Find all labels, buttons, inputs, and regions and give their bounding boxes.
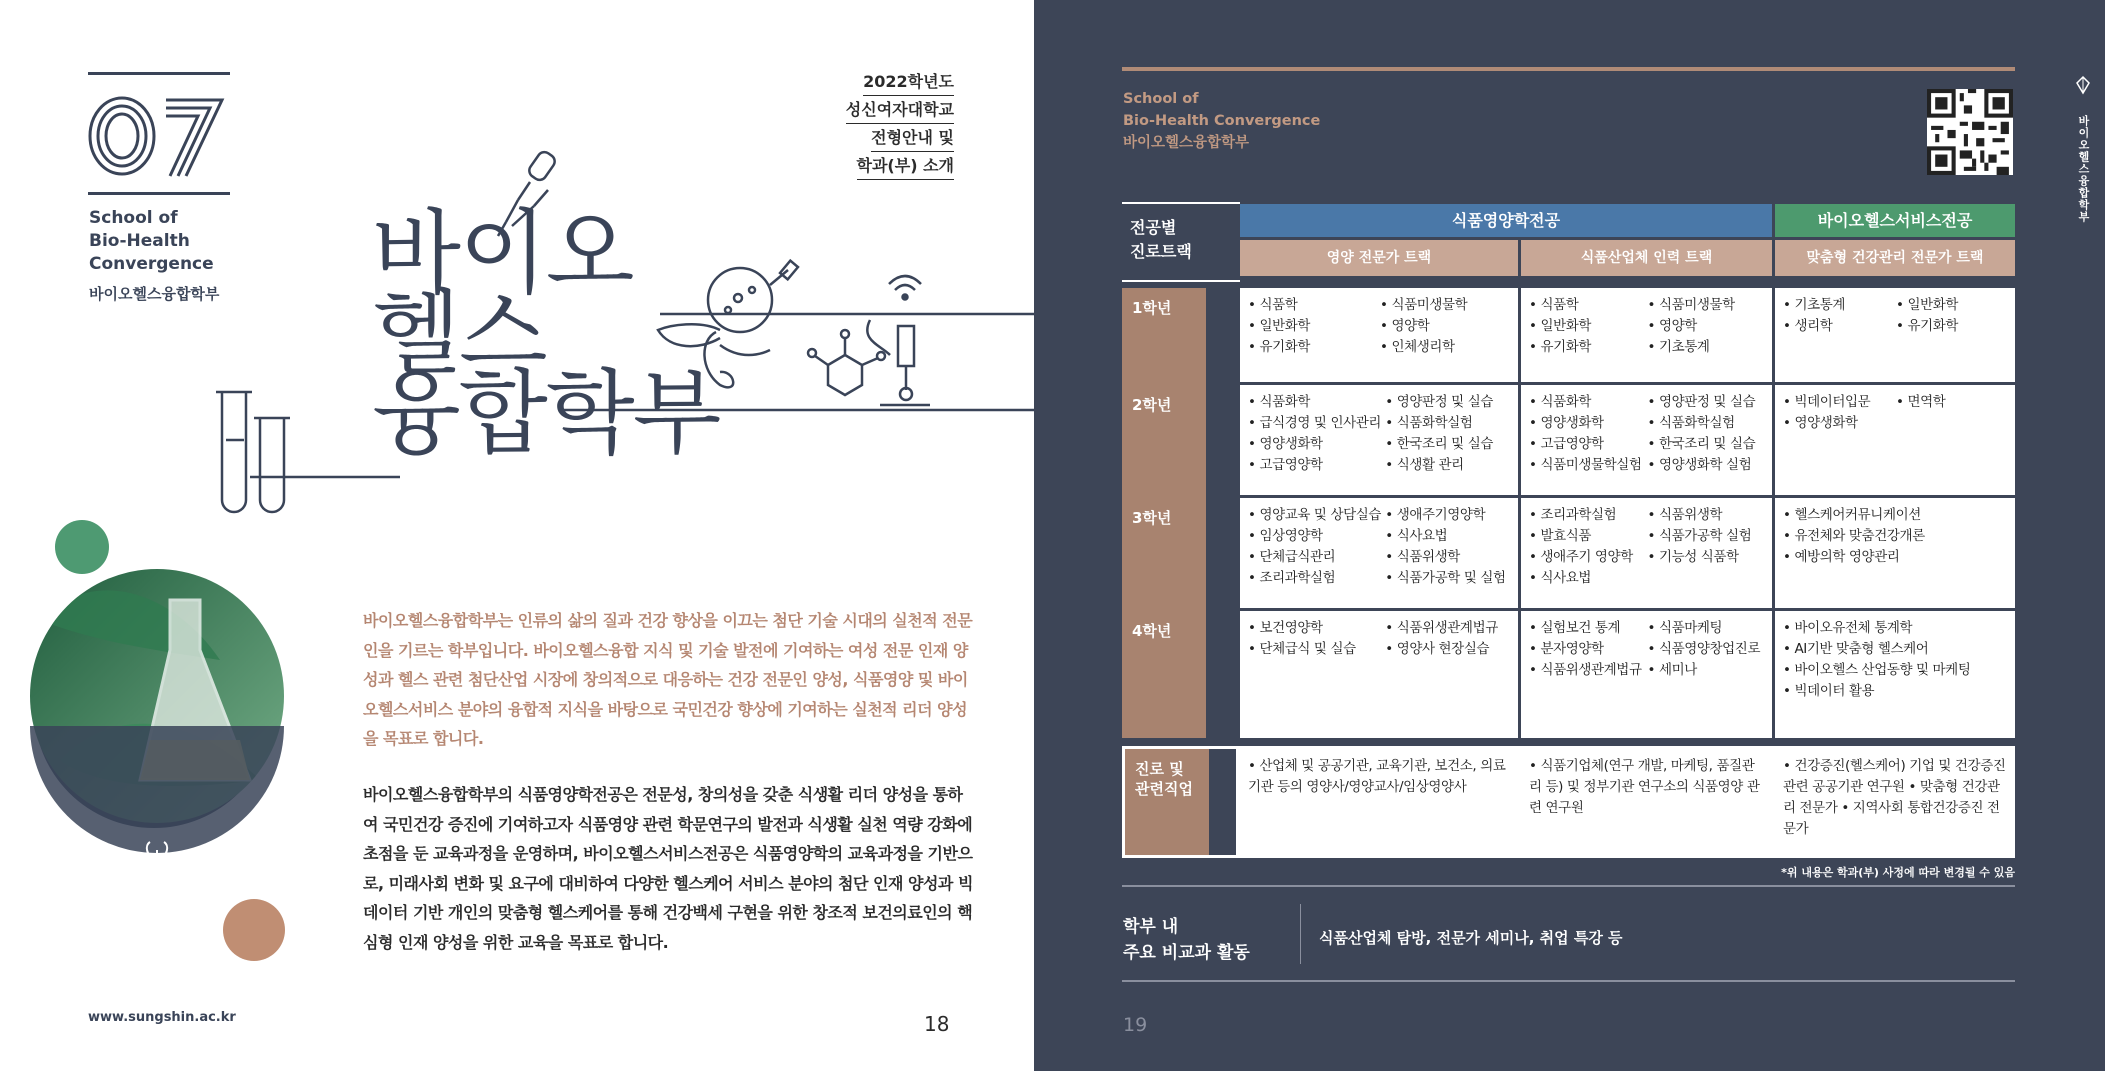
course: • 영양사 현장실습 [1385,641,1490,657]
cell-y4-t2 [1521,611,1772,738]
school-name-en-text: School of Bio-Health Convergence [1123,91,1321,129]
course: • 고급영양학 [1529,436,1604,452]
molecule-icon [808,330,885,395]
cell-y4-t1 [1240,611,1518,738]
course: • 식품위생학 [1647,507,1723,523]
website-url[interactable]: www.sungshin.ac.kr [88,1010,236,1025]
course: • 영양생화학 [1248,436,1323,452]
cell-y2-t1 [1240,385,1518,495]
school-name-en [1123,88,1320,154]
career-cell-t1: • 산업체 및 공공기관, 교육기관, 보건소, 의료기관 등의 영양사/영양교사/임상영양사 [1240,749,1518,855]
career-cell-t2: • 식품기업체(연구 개발, 마케팅, 품질관리 등) 및 정부기관 연구소의 식품영양 관련 연구원 [1521,749,1772,855]
big-title-line: 헬스 [372,280,546,387]
course: • 면역학 [1896,394,1946,410]
table-note: *위 내용은 학과(부) 사정에 따라 변경될 수 있음 [1781,866,2015,879]
chapter-number-graphic [86,88,226,184]
course: • 식품위생관계법규 [1385,620,1498,636]
green-dot [55,520,109,574]
course: • 빅데이터입문 [1783,394,1871,410]
course: • 생리학 [1783,318,1833,334]
course: • 일반화학 [1529,318,1592,334]
course: • 영양판정 및 실습 [1647,394,1756,410]
big-title-line: 융합학부 [372,360,720,467]
row-label-year2: 2학년 [1132,396,1172,414]
course: • 단체급식관리 [1248,549,1336,565]
left-page [0,0,1034,1071]
course: • 영양생화학 실험 [1647,457,1752,473]
cell-y3-t2 [1521,498,1772,608]
cell-y1-t3 [1775,288,2015,382]
side-label [2075,75,2091,285]
big-title-line: 바이오 [372,200,633,307]
row-label-year3: 3학년 [1132,509,1172,527]
school-name-kr: 바이오헬스융합학부 [1123,135,1250,151]
school-name-en: School of Bio-Health Convergence [89,208,214,274]
intro-paragraph-2: 바이오헬스융합학부의 식품영양학전공은 전문성, 창의성을 갖춘 식생활 리더 양성을 통하여 국민건강 증진에 기여하고자 식품영양 관련 학문연구의 발전과 식생활 실천 역량 강화에 초점을 둔 교육과정을 운영하며, 바이오헬스서비스전공은 식품영양학의 교육과정을 기반으로, 미래사회 변화 및 요구에 대비하여 다양한 헬스케어 서비스 분야의 첨단 인재 양성과 빅데이터 기반 개인의 맞춤형 헬스케어를 통해 건강백세 구현을 위한 창조적 보건의료인의 핵심형 인재 양성을 위한 교육을 목표로 합니다. [363,785,973,952]
course: • 식품화학 [1248,394,1311,410]
major-food-nutrition: 식품영양학전공 [1240,204,1772,237]
qr-code-icon[interactable] [1927,89,2013,175]
row-spacer [1209,749,1236,855]
activity-top-rule [1122,885,2015,887]
table-corner [1122,202,1240,282]
course: • 식품학 [1248,297,1298,313]
top-rule [1122,67,2015,71]
course: • 인체생리학 [1380,339,1455,355]
school-name-kr: 바이오헬스융합학부 [89,285,220,303]
course: • 영양생화학 [1529,415,1604,431]
course: • 영양교육 및 상담실습 [1248,507,1382,523]
course: • 식품위생관계법규 [1529,662,1642,678]
course: • AI기반 맞춤형 헬스케어 [1783,641,1929,657]
page-number: 18 [924,1012,950,1036]
guide-line: 2022학년도 [863,69,954,96]
course: • 일반화학 [1896,297,1959,313]
cell-y1-t2 [1521,288,1772,382]
course: • 식품가공학 및 실험 [1385,570,1506,586]
cell-y2-t2 [1521,385,1772,495]
course: • 기초통계 [1647,339,1710,355]
course: • 임상영양학 [1248,528,1323,544]
course: • 식품영양창업진로 [1647,641,1761,657]
guide-line: 전형안내 및 [871,125,954,152]
cell-y1-t1 [1240,288,1518,382]
course: • 유기화학 [1248,339,1311,355]
course: • 식사요법 [1385,528,1448,544]
course: • 유기화학 [1896,318,1959,334]
course: • 실험보건 통계 [1529,620,1621,636]
course: • 식품화학실험 [1647,415,1735,431]
career-cell-t3: • 건강증진(헬스케어) 기업 및 건강증진 관련 공공기관 연구원 • 맞춤형 건강관리 전문가 • 지역사회 통합건강증진 전문가 [1775,749,2012,855]
guide-heading [846,68,954,180]
course: • 한국조리 및 실습 [1647,436,1756,452]
cell-y3-t1 [1240,498,1518,608]
course: • 예방의학 영양관리 [1783,549,1900,565]
school-emblem-icon [2075,75,2091,95]
course: • 식품위생학 [1385,549,1460,565]
course: • 영양생화학 [1783,415,1858,431]
wifi-icon [889,276,921,300]
row-label-year1: 1학년 [1132,299,1172,317]
page-number: 19 [1123,1014,1148,1036]
course: • 헬스케어커뮤니케이션 [1783,507,1921,523]
course: • 식품미생물학 [1647,297,1735,313]
table-corner-label: 전공별 진로트랙 [1130,218,1192,261]
course: • 고급영양학 [1248,457,1323,473]
course: • 영양학 [1380,318,1430,334]
course: • 영양판정 및 실습 [1385,394,1493,410]
course: • 유전체와 맞춤건강개론 [1783,528,1925,544]
course: • 식품화학 [1529,394,1592,410]
course: • 식품미생물학실험 [1529,457,1642,473]
guide-line: 성신여자대학교 [846,97,954,124]
course: • 발효식품 [1529,528,1592,544]
row-spacer [1206,288,1232,738]
top-rule [88,72,230,75]
row-label-year4: 4학년 [1132,622,1172,640]
course: • 조리과학실험 [1529,507,1617,523]
course: • 생애주기영양학 [1385,507,1486,523]
tan-dot [223,899,285,961]
cell-y3-t3 [1775,498,2015,608]
row-label-career: 진로 및 관련직업 [1125,749,1209,855]
microscope-icon [867,320,930,405]
course: • 식사요법 [1529,570,1592,586]
course: • 식품미생물학 [1380,297,1468,313]
guide-line: 학과(부) 소개 [857,153,954,180]
activity-label: 학부 내 주요 비교과 활동 [1123,917,1250,963]
course: • 식품마케팅 [1647,620,1723,636]
course: • 조리과학실험 [1248,570,1336,586]
activity-bottom-rule [1122,980,2015,982]
test-tubes-icon [216,392,290,512]
course: • 보건영양학 [1248,620,1323,636]
course: • 단체급식 및 실습 [1248,641,1356,657]
course: • 일반화학 [1248,318,1311,334]
cell-y2-t3 [1775,385,2015,495]
course: • 식품학 [1529,297,1579,313]
course: • 분자영양학 [1529,641,1604,657]
course: • 유기화학 [1529,339,1592,355]
track-nutrition-expert: 영양 전문가 트랙 [1240,240,1518,276]
course: • 한국조리 및 실습 [1385,436,1493,452]
track-food-industry: 식품산업체 인력 트랙 [1521,240,1772,276]
activity-divider [1300,904,1301,964]
intro-paragraph-1: 바이오헬스융합학부는 인류의 삶의 질과 건강 향상을 이끄는 첨단 기술 시대의 실천적 전문인을 기르는 학부입니다. 바이오헬스융합 지식 및 기술 발전에 기여하는 여성 전문 인재 양성과 헬스 관련 첨단산업 시장에 창의적으로 대응하는 건강 전문인 양성, 식품영양 및 바이오헬스서비스 분야의 융합적 지식을 바탕으로 국민건강 향상에 기여하는 실천적 리더 양성을 목표로 합니다. [363,611,973,748]
right-page [1034,0,2105,1071]
cell-y4-t3 [1775,611,2015,738]
course: • 식품화학실험 [1385,415,1473,431]
activity-text: 식품산업체 탐방, 전문가 세미나, 취업 특강 등 [1319,929,1623,947]
course: • 세미나 [1647,662,1697,678]
course: • 바이오유전체 통계학 [1783,620,1913,636]
course: • 생애주기 영양학 [1529,549,1633,565]
course: • 급식경영 및 인사관리 [1248,415,1382,431]
course: • 기초통계 [1783,297,1846,313]
course: • 기능성 식품학 [1647,549,1739,565]
course: • 영양학 [1647,318,1697,334]
course: • 식품가공학 실험 [1647,528,1752,544]
mid-rule [88,192,230,195]
course: • 바이오헬스 산업동향 및 마케팅 [1783,662,1971,678]
track-custom-health: 맞춤형 건강관리 전문가 트랙 [1775,240,2015,276]
course: • 식생활 관리 [1385,457,1464,473]
major-biohealth-service: 바이오헬스서비스전공 [1775,204,2015,237]
big-title [372,200,720,467]
course: • 빅데이터 활용 [1783,683,1875,699]
side-label-text: 바이오헬스융합학부 [2077,115,2090,223]
